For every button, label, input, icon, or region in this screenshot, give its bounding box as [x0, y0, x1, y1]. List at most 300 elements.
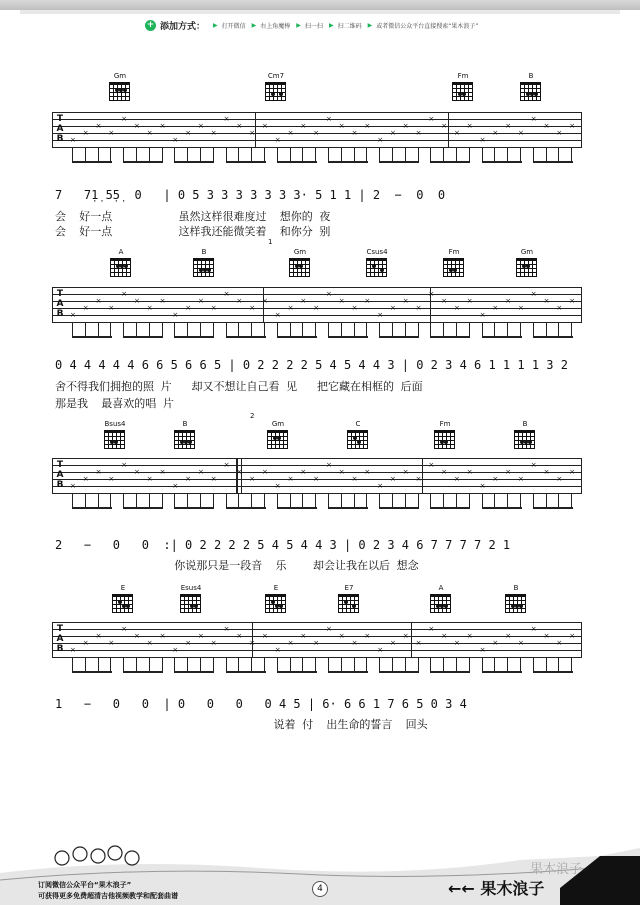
tab-x-mark: ×	[351, 475, 358, 483]
note-stem	[264, 494, 265, 508]
tab-x-mark: ×	[505, 297, 512, 305]
tab-x-mark: ×	[210, 639, 217, 647]
tab-x-mark: ×	[402, 468, 409, 476]
volta-bracket: 1	[268, 238, 273, 246]
tab-x-mark: ×	[70, 136, 76, 144]
note-beam	[379, 161, 419, 163]
note-stem	[213, 323, 214, 337]
note-stem	[162, 658, 163, 672]
tab-clef: T A B	[56, 460, 64, 490]
tab-x-mark: ×	[313, 639, 320, 647]
tab-x-mark: ×	[159, 122, 166, 130]
tab-x-mark: ×	[479, 136, 486, 144]
tab-x-mark: ×	[262, 468, 268, 476]
tab-x-mark: ×	[377, 311, 384, 319]
note-stem	[520, 148, 521, 162]
note-stem	[238, 494, 239, 508]
note-stem	[558, 658, 559, 672]
lyric-line: 会 好一点 虽然这样很难度过 想你的 夜	[55, 210, 331, 223]
tab-x-mark: ×	[146, 129, 153, 137]
note-stem	[123, 148, 124, 162]
note-stem	[277, 494, 278, 508]
note-stem	[443, 494, 444, 508]
note-stem	[456, 658, 457, 672]
note-stem	[482, 658, 483, 672]
chord-diagram	[450, 72, 476, 80]
chord-name: Fm	[457, 72, 469, 80]
tab-x-mark: ×	[326, 461, 332, 469]
note-stem	[136, 323, 137, 337]
note-beam	[328, 161, 368, 163]
chord-name: C	[355, 420, 361, 428]
note-stem	[226, 658, 227, 672]
note-stem	[85, 148, 86, 162]
tab-x-mark: ×	[569, 297, 576, 305]
tab-x-mark: ×	[300, 632, 307, 640]
tab-x-mark: ×	[82, 475, 89, 483]
tab-x-mark: ×	[146, 639, 153, 647]
tab-x-mark: ×	[518, 475, 524, 483]
note-stem	[341, 494, 342, 508]
tab-x-mark: ×	[108, 475, 115, 483]
chord-name: Fm	[439, 420, 451, 428]
chord-name: Gm	[113, 72, 127, 80]
tab-x-mark: ×	[274, 482, 281, 490]
note-stem	[302, 494, 303, 508]
chord-name: Fm	[448, 248, 460, 256]
note-stem	[494, 323, 495, 337]
tab-x-mark: ×	[364, 632, 371, 640]
tab-x-mark: ×	[223, 461, 230, 469]
note-stem	[264, 148, 265, 162]
note-beam	[277, 161, 317, 163]
tab-x-mark: ×	[338, 122, 345, 130]
tab-x-mark: ×	[466, 632, 473, 640]
note-beam	[226, 161, 266, 163]
note-stem	[494, 148, 495, 162]
note-stem	[72, 658, 73, 672]
note-stem	[213, 494, 214, 508]
note-beam	[174, 507, 214, 509]
tab-x-mark: ×	[518, 304, 524, 312]
tab-x-mark: ×	[402, 122, 409, 130]
tab-x-mark: ×	[70, 311, 76, 319]
tab-x-mark: ×	[236, 468, 243, 476]
arrow-icon: ▶	[251, 21, 257, 29]
tab-x-mark: ×	[530, 625, 537, 633]
chord-diagram	[102, 420, 128, 428]
chord-name: E	[273, 584, 279, 592]
note-stem	[571, 494, 572, 508]
tab-x-mark: ×	[70, 646, 76, 654]
arrow-icon: ▶	[328, 21, 334, 29]
note-stem	[85, 323, 86, 337]
step-5: 或者微信公众平台直接搜索“果木浪子”	[376, 22, 479, 30]
tab-clef: T A B	[56, 624, 64, 654]
note-stem	[558, 323, 559, 337]
tab-x-mark: ×	[518, 129, 524, 137]
note-stem	[200, 658, 201, 672]
note-stem	[533, 658, 534, 672]
chord-name: Cm7	[267, 72, 285, 80]
note-stem	[315, 323, 316, 337]
tab-x-mark: ×	[134, 468, 140, 476]
tab-x-mark: ×	[338, 468, 345, 476]
tab-x-mark: ×	[95, 468, 102, 476]
tab-x-mark: ×	[134, 632, 140, 640]
tab-x-mark: ×	[300, 297, 307, 305]
tab-x-mark: ×	[441, 297, 448, 305]
note-stem	[494, 494, 495, 508]
note-beam	[174, 161, 214, 163]
tab-x-mark: ×	[454, 304, 460, 312]
tab-x-mark: ×	[377, 646, 384, 654]
tab-x-mark: ×	[543, 632, 550, 640]
note-stem	[110, 323, 111, 337]
tab-x-mark: ×	[95, 122, 102, 130]
note-stem	[226, 323, 227, 337]
tab-x-mark: ×	[466, 468, 473, 476]
tab-x-mark: ×	[287, 639, 294, 647]
note-stem	[200, 494, 201, 508]
note-stem	[110, 494, 111, 508]
chord-diagram	[518, 72, 544, 80]
tab-x-mark: ×	[390, 475, 396, 483]
note-stem	[546, 148, 547, 162]
note-stem	[238, 658, 239, 672]
add-method-row	[145, 18, 480, 32]
note-stem	[405, 148, 406, 162]
footer-promo-text: 可获得更多免费超清吉他视频教学和配套曲谱	[38, 892, 178, 900]
note-stem	[149, 494, 150, 508]
arrow-icon: ▶	[213, 21, 218, 29]
chord-name: E7	[344, 584, 354, 592]
tab-x-mark: ×	[556, 129, 563, 137]
note-beam	[379, 336, 419, 338]
note-stem	[494, 658, 495, 672]
note-stem	[507, 323, 508, 337]
note-stem	[251, 658, 252, 672]
note-stem	[264, 323, 265, 337]
note-stem	[469, 323, 470, 337]
tab-x-mark: ×	[210, 129, 217, 137]
note-stem	[379, 323, 380, 337]
tab-x-mark: ×	[338, 297, 345, 305]
tab-x-mark: ×	[300, 468, 307, 476]
tab-x-mark: ×	[441, 468, 448, 476]
tab-x-mark: ×	[530, 115, 537, 123]
chord-diagram	[345, 420, 371, 428]
tab-x-mark: ×	[415, 304, 422, 312]
note-stem	[341, 323, 342, 337]
footer-subscribe-text: 订阅微信公众平台“果木浪子”	[38, 881, 132, 889]
chord-diagram	[265, 420, 291, 428]
note-stem	[315, 494, 316, 508]
tab-x-mark: ×	[146, 475, 153, 483]
note-stem	[149, 323, 150, 337]
tab-x-mark: ×	[351, 304, 358, 312]
note-stem	[392, 323, 393, 337]
note-beam	[226, 671, 266, 673]
tab-x-mark: ×	[249, 639, 256, 647]
note-stem	[174, 323, 175, 337]
note-stem	[520, 323, 521, 337]
note-stem	[520, 494, 521, 508]
tab-x-mark: ×	[223, 625, 230, 633]
tab-x-mark: ×	[262, 632, 268, 640]
note-stem	[405, 494, 406, 508]
tab-x-mark: ×	[249, 129, 256, 137]
tab-x-mark: ×	[95, 297, 102, 305]
note-stem	[430, 148, 431, 162]
note-stem	[174, 658, 175, 672]
tab-x-mark: ×	[390, 639, 396, 647]
tab-x-mark: ×	[121, 290, 128, 298]
tab-x-mark: ×	[313, 129, 320, 137]
note-stem	[162, 323, 163, 337]
tab-x-mark: ×	[134, 297, 140, 305]
note-beam	[379, 507, 419, 509]
tab-x-mark: ×	[415, 639, 422, 647]
note-beam	[72, 507, 112, 509]
tab-x-mark: ×	[274, 136, 281, 144]
note-stem	[149, 658, 150, 672]
tab-x-mark: ×	[82, 129, 89, 137]
tab-x-mark: ×	[121, 625, 128, 633]
chord-name: B	[182, 420, 188, 428]
note-stem	[72, 323, 73, 337]
tab-x-mark: ×	[287, 129, 294, 137]
note-stem	[238, 148, 239, 162]
tab-x-mark: ×	[236, 297, 243, 305]
tab-x-mark: ×	[108, 304, 115, 312]
note-beam	[430, 671, 470, 673]
jianpu-notes: 7 7̣1̣ 5̣5̣ 0 | 0 5 3 3 3 3 3 3 3· 5 1 1 | 2 − 0 0	[55, 188, 446, 202]
tab-x-mark: ×	[402, 632, 409, 640]
note-stem	[443, 323, 444, 337]
tab-x-mark: ×	[479, 646, 486, 654]
note-stem	[187, 658, 188, 672]
note-stem	[418, 148, 419, 162]
note-stem	[546, 658, 547, 672]
chord-name: Gm	[293, 248, 307, 256]
tab-x-mark: ×	[454, 129, 460, 137]
tab-x-mark: ×	[364, 297, 371, 305]
note-stem	[290, 148, 291, 162]
tab-x-mark: ×	[249, 475, 256, 483]
tab-x-mark: ×	[492, 475, 499, 483]
note-beam	[533, 336, 573, 338]
tab-x-mark: ×	[185, 639, 192, 647]
tab-x-mark: ×	[390, 304, 396, 312]
note-beam	[277, 507, 317, 509]
tab-x-mark: ×	[492, 129, 499, 137]
note-stem	[571, 658, 572, 672]
note-stem	[571, 148, 572, 162]
note-stem	[290, 323, 291, 337]
tab-x-mark: ×	[82, 304, 89, 312]
tab-x-mark: ×	[274, 311, 281, 319]
note-stem	[379, 494, 380, 508]
chord-name: Esus4	[180, 584, 202, 592]
tab-x-mark: ×	[198, 122, 204, 130]
tab-x-mark: ×	[364, 468, 371, 476]
tab-x-mark: ×	[223, 115, 230, 123]
note-stem	[520, 658, 521, 672]
tab-x-mark: ×	[108, 129, 115, 137]
tab-x-mark: ×	[518, 639, 524, 647]
tab-x-mark: ×	[198, 632, 204, 640]
chord-name: Bsus4	[104, 420, 126, 428]
tab-x-mark: ×	[146, 304, 153, 312]
note-stem	[264, 658, 265, 672]
note-stem	[482, 148, 483, 162]
note-stem	[162, 148, 163, 162]
note-stem	[213, 148, 214, 162]
note-stem	[482, 323, 483, 337]
note-stem	[443, 148, 444, 162]
tab-x-mark: ×	[479, 311, 486, 319]
note-stem	[85, 658, 86, 672]
chord-diagram	[512, 420, 538, 428]
note-beam	[328, 507, 368, 509]
note-stem	[379, 658, 380, 672]
note-stem	[469, 148, 470, 162]
tab-x-mark: ×	[441, 122, 448, 130]
tab-x-mark: ×	[428, 625, 435, 633]
note-stem	[558, 494, 559, 508]
header-band-inner	[20, 10, 620, 14]
note-stem	[226, 494, 227, 508]
note-stem	[366, 148, 367, 162]
tab-x-mark: ×	[454, 639, 460, 647]
note-stem	[98, 323, 99, 337]
note-stem	[366, 323, 367, 337]
note-stem	[366, 494, 367, 508]
chord-diagram	[108, 248, 134, 256]
note-stem	[277, 323, 278, 337]
note-beam	[123, 507, 163, 509]
tab-x-mark: ×	[172, 311, 179, 319]
chord-name: A	[438, 584, 444, 592]
note-stem	[354, 494, 355, 508]
note-stem	[290, 494, 291, 508]
note-stem	[251, 323, 252, 337]
tab-x-mark: ×	[530, 290, 537, 298]
note-stem	[546, 323, 547, 337]
volta-bracket: 2	[250, 412, 255, 420]
note-stem	[571, 323, 572, 337]
note-stem	[354, 658, 355, 672]
note-stem	[136, 658, 137, 672]
lyric-line: 说着 付 出生命的誓言 回头	[55, 718, 428, 731]
note-beam	[174, 336, 214, 338]
note-stem	[302, 323, 303, 337]
note-stem	[328, 148, 329, 162]
note-stem	[405, 658, 406, 672]
tab-x-mark: ×	[505, 632, 512, 640]
note-beam	[226, 507, 266, 509]
tab-x-mark: ×	[569, 122, 576, 130]
tab-x-mark: ×	[543, 297, 550, 305]
tab-x-mark: ×	[287, 475, 294, 483]
note-stem	[200, 323, 201, 337]
note-stem	[315, 658, 316, 672]
tab-x-mark: ×	[172, 482, 179, 490]
note-stem	[379, 148, 380, 162]
tab-x-mark: ×	[236, 632, 243, 640]
note-beam	[123, 671, 163, 673]
brand-logo-text: ←← 果木浪子	[448, 879, 545, 898]
header-bar	[0, 0, 640, 48]
note-beam	[482, 336, 522, 338]
plus-icon: +	[146, 19, 155, 30]
note-beam	[482, 671, 522, 673]
note-beam	[482, 161, 522, 163]
tab-x-mark: ×	[556, 475, 563, 483]
note-stem	[277, 658, 278, 672]
jianpu-notes: 1 − 0 0 | 0 0 0 0 4 5 | 6· 6 6 1 7 6 5 0 3 4	[55, 697, 467, 711]
note-stem	[366, 658, 367, 672]
tab-x-mark: ×	[326, 290, 332, 298]
tab-clef: T A B	[56, 289, 64, 319]
tab-x-mark: ×	[262, 122, 268, 130]
note-stem	[392, 658, 393, 672]
note-stem	[136, 148, 137, 162]
tab-x-mark: ×	[415, 475, 422, 483]
chord-diagram	[191, 248, 217, 256]
chord-diagram	[263, 72, 289, 80]
note-stem	[405, 323, 406, 337]
step-3: 扫一扫	[304, 22, 323, 30]
note-stem	[187, 148, 188, 162]
tab-x-mark: ×	[441, 632, 448, 640]
note-stem	[123, 494, 124, 508]
chord-diagram	[178, 584, 204, 592]
note-stem	[418, 323, 419, 337]
chord-name: Gm	[520, 248, 534, 256]
note-stem	[430, 494, 431, 508]
chord-name: B	[528, 72, 534, 80]
tab-x-mark: ×	[287, 304, 294, 312]
note-stem	[533, 494, 534, 508]
tab-x-mark: ×	[466, 122, 473, 130]
chord-diagram	[172, 420, 198, 428]
tab-x-mark: ×	[377, 482, 384, 490]
tab-x-mark: ×	[492, 639, 499, 647]
note-beam	[226, 336, 266, 338]
tab-x-mark: ×	[185, 304, 192, 312]
tab-x-mark: ×	[159, 297, 166, 305]
note-beam	[277, 671, 317, 673]
tab-x-mark: ×	[428, 290, 435, 298]
tab-x-mark: ×	[505, 122, 512, 130]
jianpu-notes: 2 − 0 0 :| 0 2 2 2 2 5 4 5 4 4 3 | 0 2 3 4 6 7 7 7 7 2 1	[55, 538, 511, 552]
chord-name: B	[513, 584, 519, 592]
note-stem	[354, 148, 355, 162]
chord-diagram	[441, 248, 467, 256]
note-stem	[123, 323, 124, 337]
add-method-label: 添加方式：	[160, 21, 206, 32]
note-stem	[443, 658, 444, 672]
tab-x-mark: ×	[390, 129, 396, 137]
note-stem	[507, 494, 508, 508]
note-stem	[302, 148, 303, 162]
tab-x-mark: ×	[82, 639, 89, 647]
note-beam	[430, 161, 470, 163]
note-stem	[315, 148, 316, 162]
header-band	[0, 0, 640, 10]
